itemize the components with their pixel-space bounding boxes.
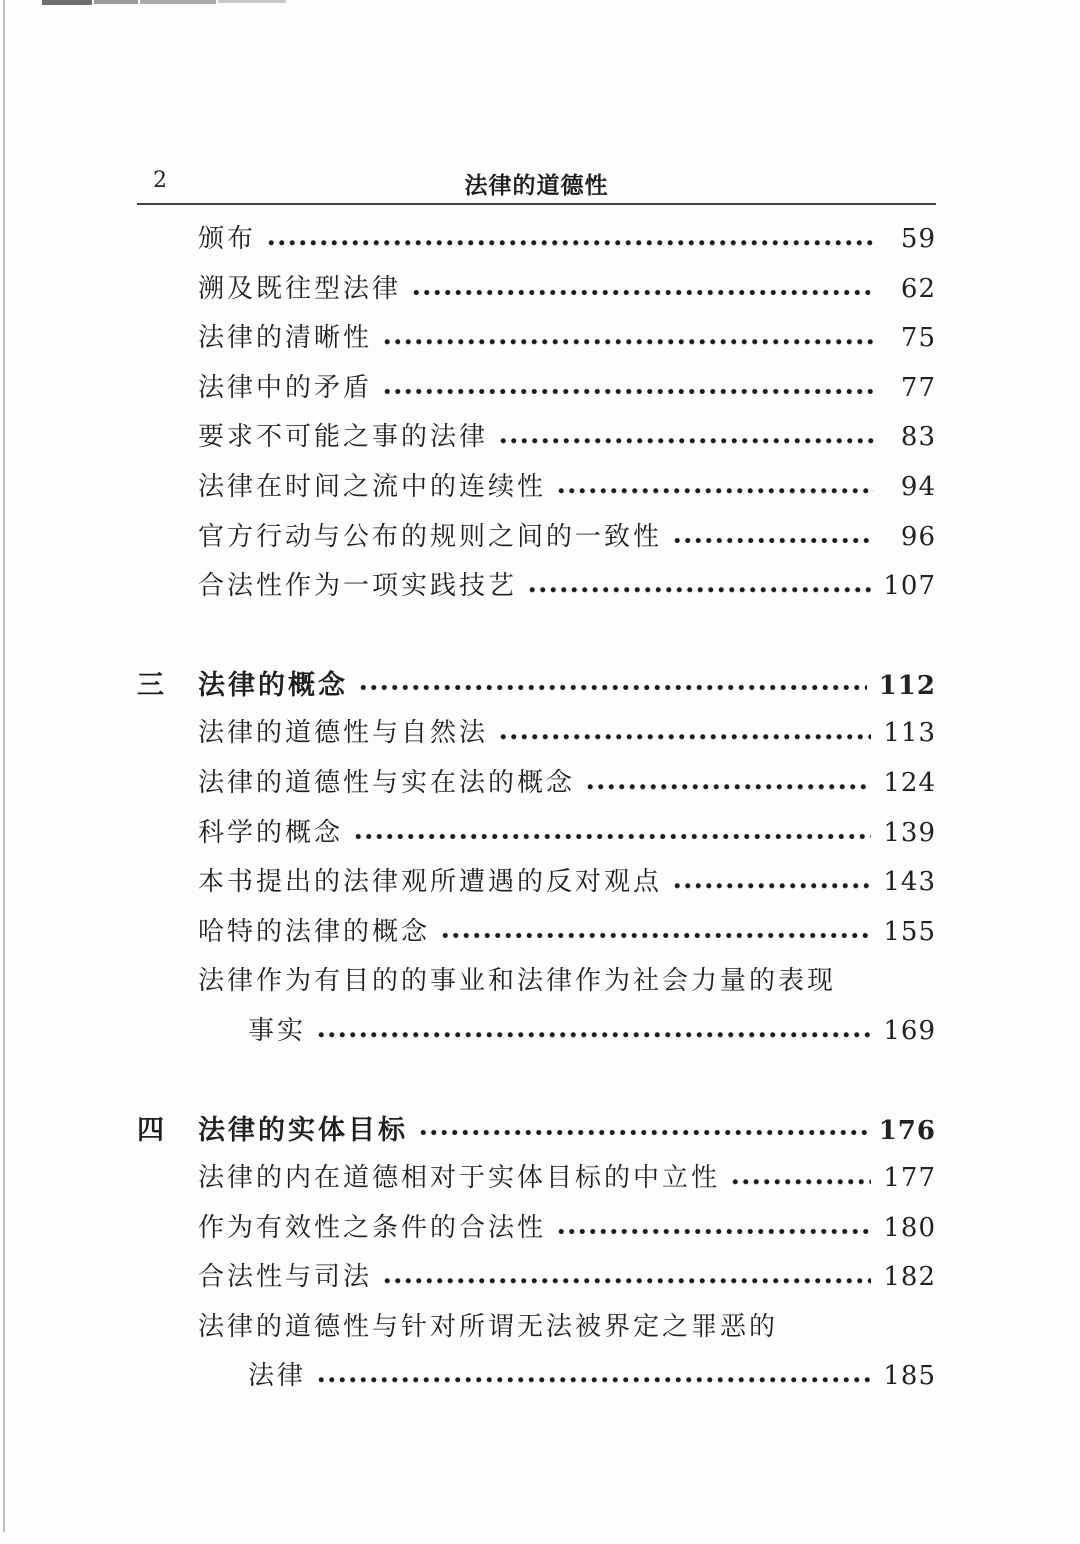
toc-entry-row [137,861,936,911]
toc-entry-row [137,712,936,762]
toc-entry-label: 溯及既往型法律 [198,273,402,304]
scan-artifact-smudge [42,0,92,5]
toc-entry-row [137,565,936,615]
toc-page-number: 176 [878,1115,936,1146]
toc-page-number: 94 [900,471,936,502]
toc-entry-row [137,218,936,268]
running-header [137,165,936,199]
toc-entry-label: 法律 [248,1361,307,1392]
toc-entry-label: 法律在时间之流中的连续性 [198,471,547,502]
toc-chapter-row [137,1108,936,1158]
dot-leader [498,416,874,466]
toc-page-number: 83 [900,422,936,453]
scan-artifact-smudge [140,0,216,4]
toc-entry-label: 合法性与司法 [198,1262,373,1293]
toc-entry-row [137,268,936,318]
page-title: 法律的道德性 [464,173,609,199]
dot-leader [527,565,871,615]
toc-page-number: 155 [883,916,936,947]
toc-entry-label: 法律的道德性与自然法 [198,718,489,749]
toc-entry-label: 法律中的矛盾 [198,372,373,403]
toc-page-number: 177 [883,1163,936,1194]
dot-leader [730,1157,871,1207]
toc-page-number: 62 [900,273,936,304]
toc-entry-label: 法律作为有目的的事业和法律作为社会力量的表现 [198,966,837,997]
toc-page-number: 75 [900,323,936,354]
toc-page-number: 182 [883,1262,936,1293]
toc-entry-label: 法律的概念 [198,669,348,701]
toc-entry-row [137,466,936,516]
toc-entry-label: 本书提出的法律观所遭遇的反对观点 [198,867,663,898]
toc-entry-label: 法律的道德性与实在法的概念 [198,767,576,798]
dot-leader [316,1010,871,1060]
scan-artifact-smudge [94,0,138,4]
toc-page-number: 185 [883,1361,936,1392]
toc-entry-row [137,1207,936,1257]
toc-page-number: 180 [883,1212,936,1243]
scan-edge-line [3,0,5,1532]
toc-entry-label: 颁布 [198,224,257,254]
toc-entry-row [137,812,936,862]
toc-entry-row [137,416,936,466]
toc-entry-label: 法律的清晰性 [198,323,373,354]
toc-page-number: 107 [883,571,936,602]
toc-entry-row [137,367,936,417]
toc-section-gap [137,615,936,663]
dot-leader [358,663,867,713]
toc-page-number: 124 [883,767,936,798]
toc-entry-label: 科学的概念 [198,817,344,848]
toc-entry-label: 要求不可能之事的法律 [198,422,489,453]
toc-list [137,218,936,1405]
dot-leader [672,516,874,566]
toc-page-number: 169 [883,1015,936,1046]
dot-leader [556,466,874,516]
toc-entry-row [137,1256,936,1306]
toc-page-number: 77 [900,372,936,403]
dot-leader [556,1207,871,1257]
dot-leader [418,1108,867,1158]
dot-leader [498,712,871,762]
toc-page-number: 96 [900,521,936,552]
toc-page-number: 139 [883,817,936,848]
folio-page-number: 2 [153,168,167,193]
toc-entry-label: 事实 [248,1015,307,1046]
dot-leader [353,812,871,862]
chapter-number: 三 [137,669,167,701]
header-rule [137,203,936,205]
dot-leader [411,268,874,318]
toc-entry-row [137,516,936,566]
toc-entry-row [137,1306,936,1356]
toc-page-number: 113 [883,718,936,749]
toc-entry-label: 法律的内在道德相对于实体目标的中立性 [198,1163,721,1194]
toc-entry-row [137,1010,936,1060]
dot-leader [316,1355,871,1405]
toc-entry-label: 官方行动与公布的规则之间的一致性 [198,521,663,552]
toc-chapter-row [137,663,936,713]
toc-entry-row [137,317,936,367]
scan-artifact-smudge [218,0,286,3]
toc-entry-label: 哈特的法律的概念 [198,916,431,947]
toc-entry-row [137,911,936,961]
dot-leader [266,218,874,268]
toc-entry-row [137,1157,936,1207]
dot-leader [440,911,871,961]
dot-leader [382,367,874,417]
chapter-number: 四 [137,1114,167,1146]
dot-leader [382,1256,871,1306]
toc-page-number: 143 [883,867,936,898]
toc-entry-row [137,1355,936,1405]
dot-leader [672,861,871,911]
dot-leader [382,317,874,367]
toc-entry-label: 法律的实体目标 [198,1114,408,1146]
toc-entry-row [137,762,936,812]
toc-page-number: 112 [878,670,936,701]
dot-leader [585,762,871,812]
toc-section-gap [137,1060,936,1108]
toc-entry-row [137,960,936,1010]
toc-entry-label: 合法性作为一项实践技艺 [198,571,518,602]
toc-entry-label: 法律的道德性与针对所谓无法被界定之罪恶的 [198,1311,779,1342]
toc-entry-label: 作为有效性之条件的合法性 [198,1212,547,1243]
toc-page-number: 59 [900,224,936,254]
